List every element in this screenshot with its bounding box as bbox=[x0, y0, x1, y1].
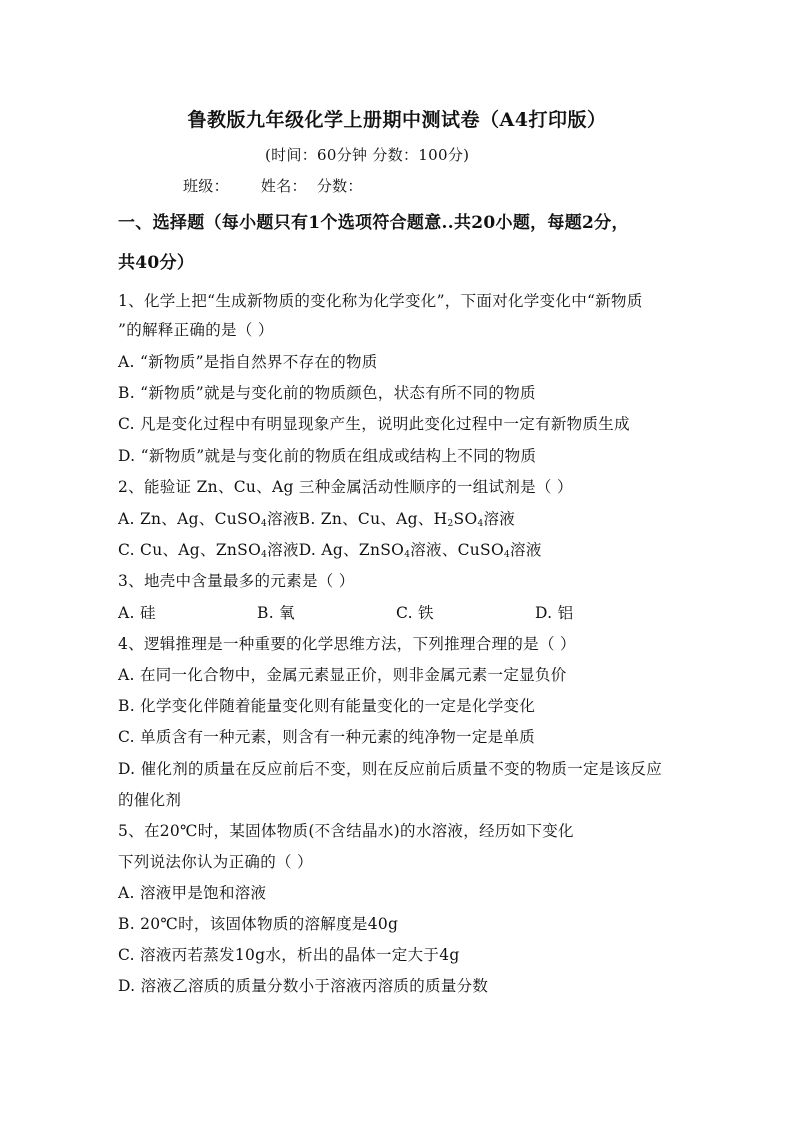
student-info-row bbox=[183, 176, 363, 196]
section-heading-line1: 一、选择题（每小题只有1个选项符合题意..共20小题，每题2分， bbox=[118, 213, 629, 233]
q2-option-b: B. Zn、Cu、Ag、$H_2SO_4$溶液 bbox=[298, 510, 516, 529]
q5-option-b: B. 20℃时，该固体物质的溶解度是40g bbox=[118, 915, 399, 933]
section-heading-line2: 共40分） bbox=[118, 253, 195, 273]
q5-option-c: C. 溶液丙若蒸发10g水，析出的晶体一定大于4g bbox=[118, 946, 460, 964]
q2-option-d: D. Ag、ZnSO$_4$溶液、CuSO$_4$溶液 bbox=[298, 541, 542, 560]
q1-option-a: A. “新物质”是指自然界不存在的物质 bbox=[118, 353, 378, 371]
q3-option-b: B. 氧 bbox=[257, 604, 295, 622]
q2-stem: 2、能验证 Zn、Cu、Ag 三种金属活动性顺序的一组试剂是（ ） bbox=[118, 478, 573, 496]
q5-stem-line1: 5、在20℃时，某固体物质(不含结晶水)的水溶液，经历如下变化 bbox=[118, 822, 574, 840]
score-label: 分数： bbox=[316, 177, 363, 195]
q5-option-d: D. 溶液乙溶质的质量分数小于溶液丙溶质的质量分数 bbox=[118, 977, 489, 995]
q3-option-a: A. 硅 bbox=[118, 604, 156, 622]
q1-option-c: C. 凡是变化过程中有明显现象产生，说明此变化过程中一定有新物质生成 bbox=[118, 415, 630, 433]
class-label: 班级： bbox=[183, 177, 229, 195]
q4-option-d-line1: D. 催化剂的质量在反应前后不变，则在反应前后质量不变的物质一定是该反应 bbox=[118, 760, 663, 778]
q1-stem-line2: ”的解释正确的是（ ） bbox=[118, 321, 274, 339]
q5-stem-line2: 下列说法你认为正确的（ ） bbox=[118, 853, 313, 871]
q4-option-c: C. 单质含有一种元素，则含有一种元素的纯净物一定是单质 bbox=[118, 728, 536, 746]
q2-options-row1 bbox=[118, 509, 515, 529]
q4-option-a: A. 在同一化合物中，金属元素显正价，则非金属元素一定显负价 bbox=[118, 666, 567, 684]
q3-stem: 3、地壳中含量最多的元素是（ ） bbox=[118, 572, 355, 590]
q3-option-d: D. 铝 bbox=[535, 604, 574, 622]
q1-option-b: B. “新物质”就是与变化前的物质颜色，状态有所不同的物质 bbox=[118, 384, 536, 402]
q5-option-a: A. 溶液甲是饱和溶液 bbox=[118, 884, 267, 902]
q2-option-c: C. Cu、Ag、ZnSO$_4$溶液 bbox=[118, 541, 299, 560]
q2-option-a: A. Zn、Ag、CuSO$_4$溶液 bbox=[118, 510, 299, 529]
q4-stem: 4、逻辑推理是一种重要的化学思维方法，下列推理合理的是（ ） bbox=[118, 635, 576, 653]
q4-option-d-line2: 的催化剂 bbox=[118, 791, 182, 809]
name-label: 姓名： bbox=[260, 177, 307, 195]
q1-stem-line1: 1、化学上把“生成新物质的变化称为化学变化”，下面对化学变化中“新物质 bbox=[118, 292, 643, 310]
q1-option-d: D. “新物质”就是与变化前的物质在组成或结构上不同的物质 bbox=[118, 447, 537, 465]
page-title: 鲁教版九年级化学上册期中测试卷（A4打印版） bbox=[187, 109, 607, 131]
q2-options-row2 bbox=[118, 540, 542, 560]
q3-option-c: C. 铁 bbox=[396, 604, 434, 622]
time-score-info: (时间：60分钟 分数：100分) bbox=[265, 146, 470, 164]
q4-option-b: B. 化学变化伴随着能量变化则有能量变化的一定是化学变化 bbox=[118, 697, 536, 715]
